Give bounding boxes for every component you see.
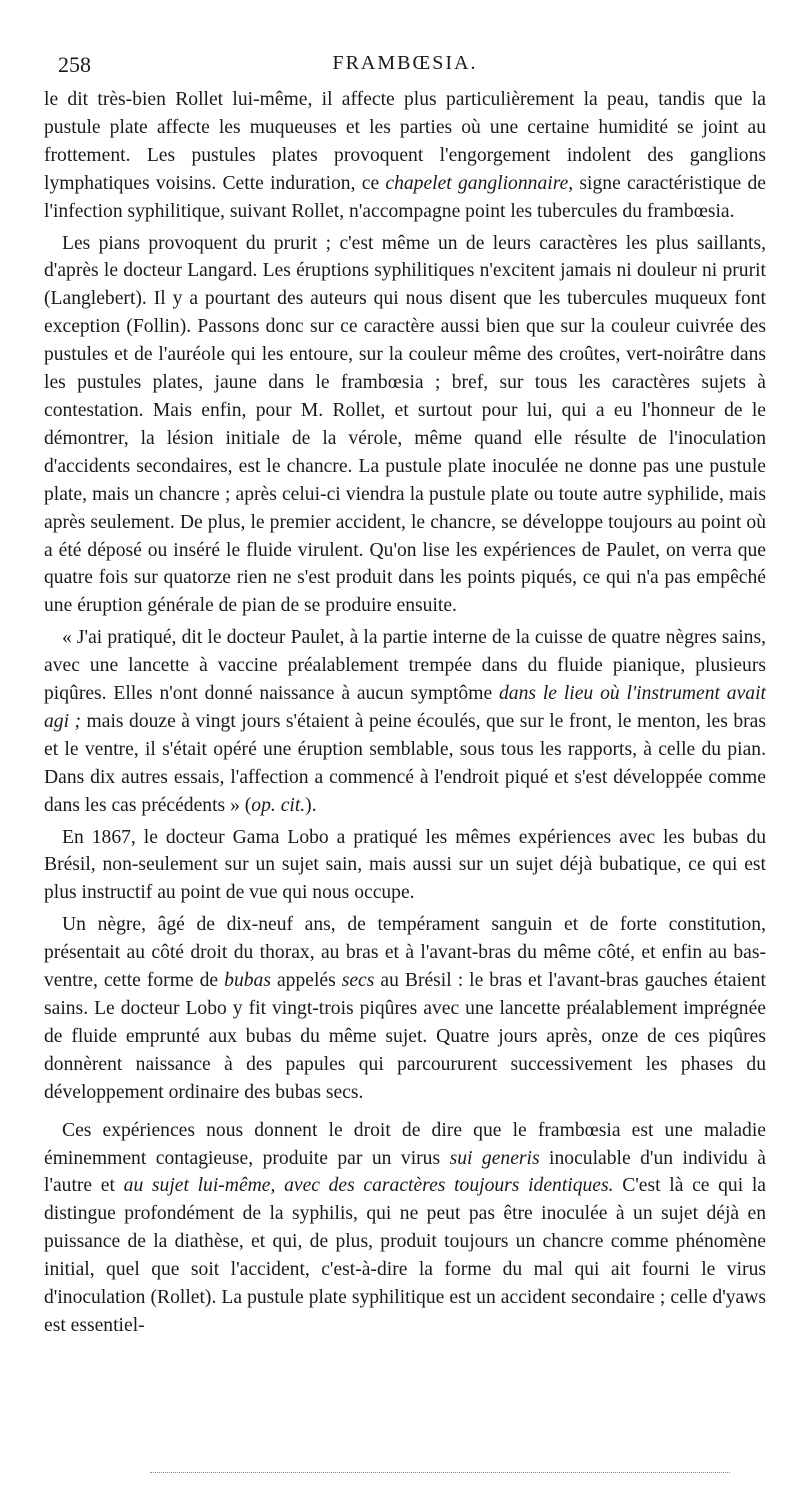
text-run: Un nègre, âgé de dix-neuf ans, de tempérament sanguin et de forte constitution, présentait au côté droit du thorax, au bras et à l'avant-bras du même côté, et enfin au bas-ventre, cette forme de (44, 914, 766, 992)
text-run: appelés (270, 970, 342, 992)
italic-run: secs (341, 970, 375, 992)
text-run: C'est là ce qui la distingue profondément de la syphilis, qui ne peut pas être inoculée à un sujet déjà en puissance de la diathèse, et qui, de plus, produit toujours un chancre comme phénomène initial, quel que soit l'accident, c'est-à-dire la forme du mal qui ait fourni le virus d'inoculation (Rollet). La pustule plate syphilitique est un accident secondaire ; celle d'yaws est essentiel- (44, 1175, 766, 1336)
page-header (44, 52, 766, 78)
text-run: mais douze à vingt jours s'étaient à peine écoulés, que sur le front, le menton, les bras et le ventre, il s'était opéré une éruption semblable, sous tous les rapports, à celle du pian. Dans dix autres essais, l'affection a commencé à l'endroit piqué et s'est développée comme dans les cas précédents » ( (44, 710, 766, 816)
running-title: FRAMBŒSIA. (332, 52, 478, 74)
italic-run: bubas (224, 970, 271, 992)
text-run: au Brésil : le bras et l'avant-bras gauches étaient sains. Le docteur Lobo y fit vingt-trois piqûres avec une lancette préalablement imprégnée de fluide emprunté aux bubas du même sujet. Quatre jours après, onze de ces piqûres donnèrent naissance à des papules qui parcoururent successivement les phases du développement ordinaire des bubas secs. (44, 970, 766, 1103)
italic-run: op. cit. (251, 794, 306, 816)
italic-run: au sujet lui-même, avec des caractères toujours identiques. (123, 1175, 614, 1197)
paragraph (44, 1117, 766, 1340)
footer-rule (150, 1472, 730, 1473)
paragraph (44, 624, 766, 819)
text-run: ). (305, 794, 317, 816)
body-text (44, 86, 766, 1340)
italic-run: sui generis (449, 1147, 540, 1169)
text-run: Ces expériences nous donnent le droit de dire que le frambœsia est une maladie éminemment contagieuse, produite par un virus (44, 1119, 766, 1169)
page-number: 258 (58, 52, 91, 77)
text-run: inoculable d'un individu à l'autre et (44, 1147, 766, 1197)
paragraph (44, 911, 766, 1106)
paragraph (44, 824, 766, 908)
text-run: le dit très-bien Rollet lui-même, il affecte plus particulièrement la peau, tandis que la pustule plate affecte les muqueuses et les parties où une certaine humidité se joint au frottement. Les pustules plates provoquent l'engorgement indolent des ganglions lymphatiques voisins. Cette induration, ce (44, 89, 766, 194)
italic-run: chapelet ganglionnaire, (385, 172, 574, 194)
paragraph (44, 230, 766, 621)
text-run: signe caractéristique de l'infection syphilitique, suivant Rollet, n'accompagne point les tubercules du frambœsia. (44, 172, 766, 222)
text-run: Les pians provoquent du prurit ; c'est même un de leurs caractères les plus saillants, d'après le docteur Langard. Les éruptions syphilitiques n'excitent jamais ni douleur ni prurit (Langlebert). Il y a pourtant des auteurs qui nous disent que les tubercules muqueux font exception (Follin). Passons donc sur ce caractère aussi bien que sur la couleur cuivrée des pustules et de l'auréole qui les entoure, sur la couleur même des croûtes, vert-noirâtre dans les pustules plates, jaune dans le frambœsia ; bref, sur tous les caractères sujets à contestation. Mais enfin, pour M. Rollet, et surtout pour lui, qui a eu l'honneur de le démontrer, la lésion initiale de la vérole, même quand elle résulte de l'inoculation d'accidents secondaires, est le chancre. La pustule plate inoculée ne donne pas une pustule plate, mais un chancre ; après celui-ci viendra la pustule plate ou toute autre syphilide, mais après seulement. De plus, le premier accident, le chancre, se développe toujours au point où a été déposé ou inséré le fluide virulent. Qu'on lise les expériences de Paulet, on verra que quatre fois sur quatorze rien ne s'est produit dans les points piqués, ce qui n'a pas empêché une éruption générale de pian de se produire ensuite. (44, 232, 766, 617)
text-run: « J'ai pratiqué, dit le docteur Paulet, à la partie interne de la cuisse de quatre nègres sains, avec une lancette à vaccine préalablement trempée dans du fluide pianique, plusieurs piqûres. Elles n'ont donné naissance à aucun symptôme (44, 627, 766, 705)
text-run: En 1867, le docteur Gama Lobo a pratiqué les mêmes expériences avec les bubas du Brésil, non-seulement sur un sujet sain, mais aussi sur un sujet déjà bubatique, ce qui est plus instructif au point de vue qui nous occupe. (44, 826, 766, 904)
italic-run: dans le lieu où l'instrument avait agi ; (44, 683, 766, 732)
paragraph (44, 86, 766, 226)
